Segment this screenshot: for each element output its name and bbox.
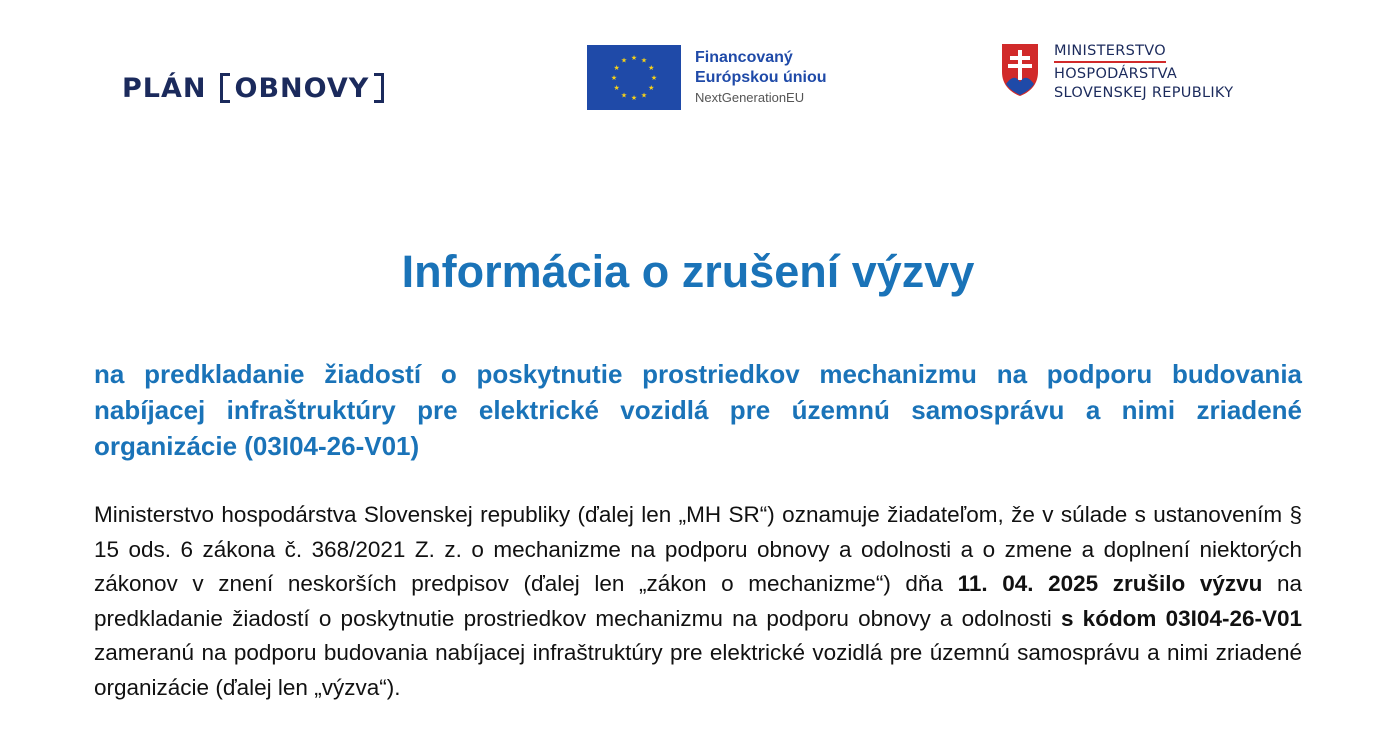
bracket-right-icon: [372, 73, 384, 103]
eu-star-icon: ★: [630, 54, 638, 62]
plan-obnovy-logo-word1: PLÁN: [122, 72, 207, 104]
eu-star-icon: ★: [613, 64, 620, 72]
eu-funding-line1: Financovaný: [695, 48, 793, 66]
eu-star-icon: ★: [613, 84, 620, 92]
eu-funding-line2: Európskou úniou: [695, 68, 827, 86]
slovak-coat-of-arms-icon: [1000, 42, 1040, 98]
eu-star-icon: ★: [648, 84, 655, 92]
ministry-logo-line2: HOSPODÁRSTVA: [1054, 66, 1178, 82]
paragraph-bold-cancellation-date: 11. 04. 2025 zrušilo výzvu: [957, 571, 1263, 596]
eu-star-icon: ★: [620, 56, 628, 65]
bracket-left-icon: [220, 73, 232, 103]
eu-funding-text: [695, 48, 827, 108]
eu-star-icon: ★: [648, 64, 655, 72]
ministry-logo-text: [1054, 42, 1233, 103]
eu-star-icon: ★: [640, 91, 648, 100]
ministry-logo-line3: SLOVENSKEJ REPUBLIKY: [1054, 85, 1234, 101]
eu-star-icon: ★: [610, 74, 618, 82]
eu-star-icon: ★: [640, 56, 648, 65]
paragraph-text-part2: na predkladanie žiadostí o poskytnutie prostriedkov mechanizmu na podporu obnovy a odolnosti: [94, 571, 1303, 631]
ministry-logo-line1: MINISTERSTVO: [1054, 42, 1166, 63]
eu-funding-line3: NextGenerationEU: [695, 89, 805, 105]
announcement-paragraph: [94, 498, 1302, 705]
eu-star-icon: ★: [630, 94, 638, 102]
paragraph-text-part3: zameranú na podporu budovania nabíjacej infraštruktúry pre elektrické vozidlá pre územnú samosprávu a nimi zriadené organizácie (ďalej len „výzva“).: [94, 640, 1302, 700]
plan-obnovy-logo-word2: OBNOVY: [234, 72, 370, 104]
ministry-logo: [1000, 42, 1233, 103]
eu-funding-logo: [587, 45, 827, 110]
plan-obnovy-logo: [122, 68, 387, 108]
eu-star-icon: ★: [650, 74, 658, 82]
document-title: Informácia o zrušení výzvy: [401, 246, 975, 297]
document-subtitle: na predkladanie žiadostí o poskytnutie prostriedkov mechanizmu na podporu budovania nabíjacej infraštruktúry pre elektrické vozidlá pre územnú samosprávu a nimi zriadené organizácie (03I04-26-V01): [94, 359, 1302, 461]
paragraph-bold-call-code: s kódom 03I04-26-V01: [1060, 605, 1303, 631]
eu-star-icon: ★: [620, 91, 628, 100]
paragraph-text-part1: Ministerstvo hospodárstva Slovenskej republiky (ďalej len „MH SR“) oznamuje žiadateľom, že v súlade s ustanovením § 15 ods. 6 zákona č. 368/2021 Z. z. o mechanizme na podporu obnovy a odolnosti a o zmene a doplnení niektorých zákonov v znení neskorších predpisov (ďalej len „zákon o mechanizme“) dňa: [94, 502, 1302, 596]
eu-flag-icon: [587, 45, 681, 110]
